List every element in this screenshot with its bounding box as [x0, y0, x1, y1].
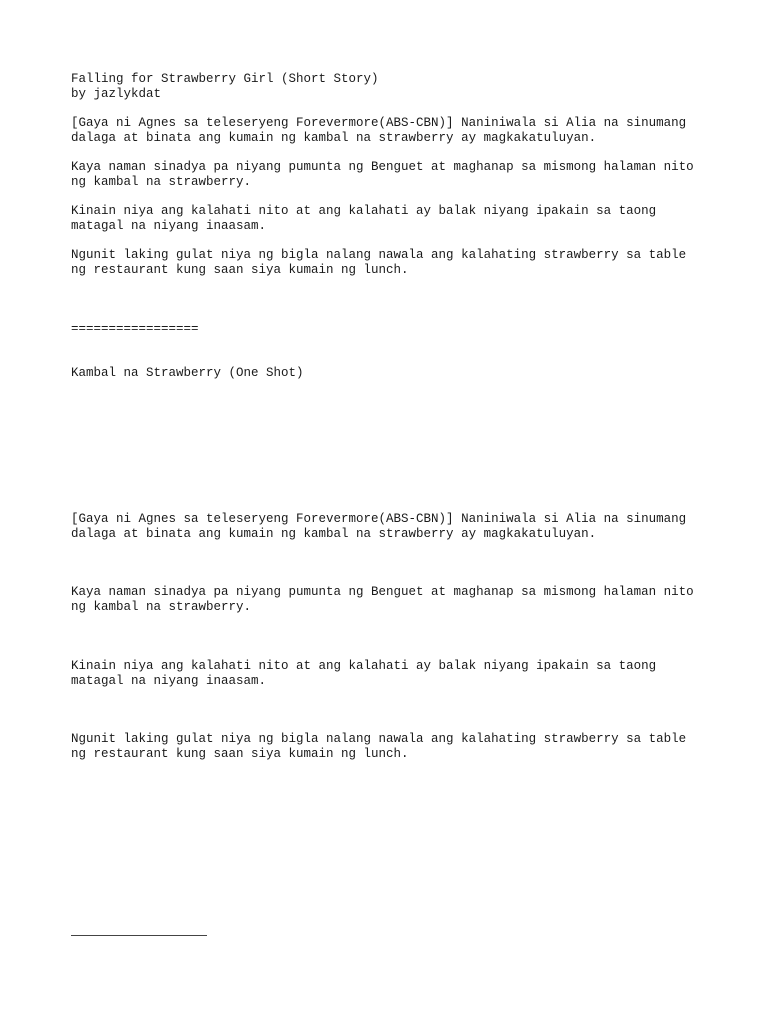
body-paragraph-2-line-2: ng kambal na strawberry.: [71, 600, 252, 614]
intro-paragraph-3-line-1: Kinain niya ang kalahati nito at ang kalahati ay balak niyang ipakain sa taong: [71, 204, 657, 218]
story-title: Falling for Strawberry Girl (Short Story): [71, 72, 379, 86]
section-divider: =================: [71, 322, 199, 336]
intro-paragraph-1-line-2: dalaga at binata ang kumain ng kambal na strawberry ay magkakatuluyan.: [71, 131, 597, 145]
intro-paragraph-4-line-2: ng restaurant kung saan siya kumain ng lunch.: [71, 263, 409, 277]
intro-paragraph-2-line-1: Kaya naman sinadya pa niyang pumunta ng Benguet at maghanap sa mismong halaman nito: [71, 160, 694, 174]
intro-paragraph-2-line-2: ng kambal na strawberry.: [71, 175, 252, 189]
body-paragraph-1-line-1: [Gaya ni Agnes sa teleseryeng Forevermore(ABS-CBN)] Naniniwala si Alia na sinumang: [71, 512, 687, 526]
intro-paragraph-1-line-1: [Gaya ni Agnes sa teleseryeng Forevermore(ABS-CBN)] Naniniwala si Alia na sinumang: [71, 116, 687, 130]
body-paragraph-2-line-1: Kaya naman sinadya pa niyang pumunta ng Benguet at maghanap sa mismong halaman nito: [71, 585, 694, 599]
body-paragraph-4-line-1: Ngunit laking gulat niya ng bigla nalang nawala ang kalahating strawberry sa table: [71, 732, 687, 746]
story-byline: by jazlykdat: [71, 87, 162, 101]
intro-paragraph-4-line-1: Ngunit laking gulat niya ng bigla nalang nawala ang kalahating strawberry sa table: [71, 248, 687, 262]
chapter-title: Kambal na Strawberry (One Shot): [71, 366, 304, 380]
body-paragraph-3-line-1: Kinain niya ang kalahati nito at ang kalahati ay balak niyang ipakain sa taong: [71, 659, 657, 673]
body-paragraph-4-line-2: ng restaurant kung saan siya kumain ng lunch.: [71, 747, 409, 761]
footnote-separator: [71, 935, 207, 936]
body-paragraph-1-line-2: dalaga at binata ang kumain ng kambal na strawberry ay magkakatuluyan.: [71, 527, 597, 541]
intro-paragraph-3-line-2: matagal na niyang inaasam.: [71, 219, 267, 233]
body-paragraph-3-line-2: matagal na niyang inaasam.: [71, 674, 267, 688]
